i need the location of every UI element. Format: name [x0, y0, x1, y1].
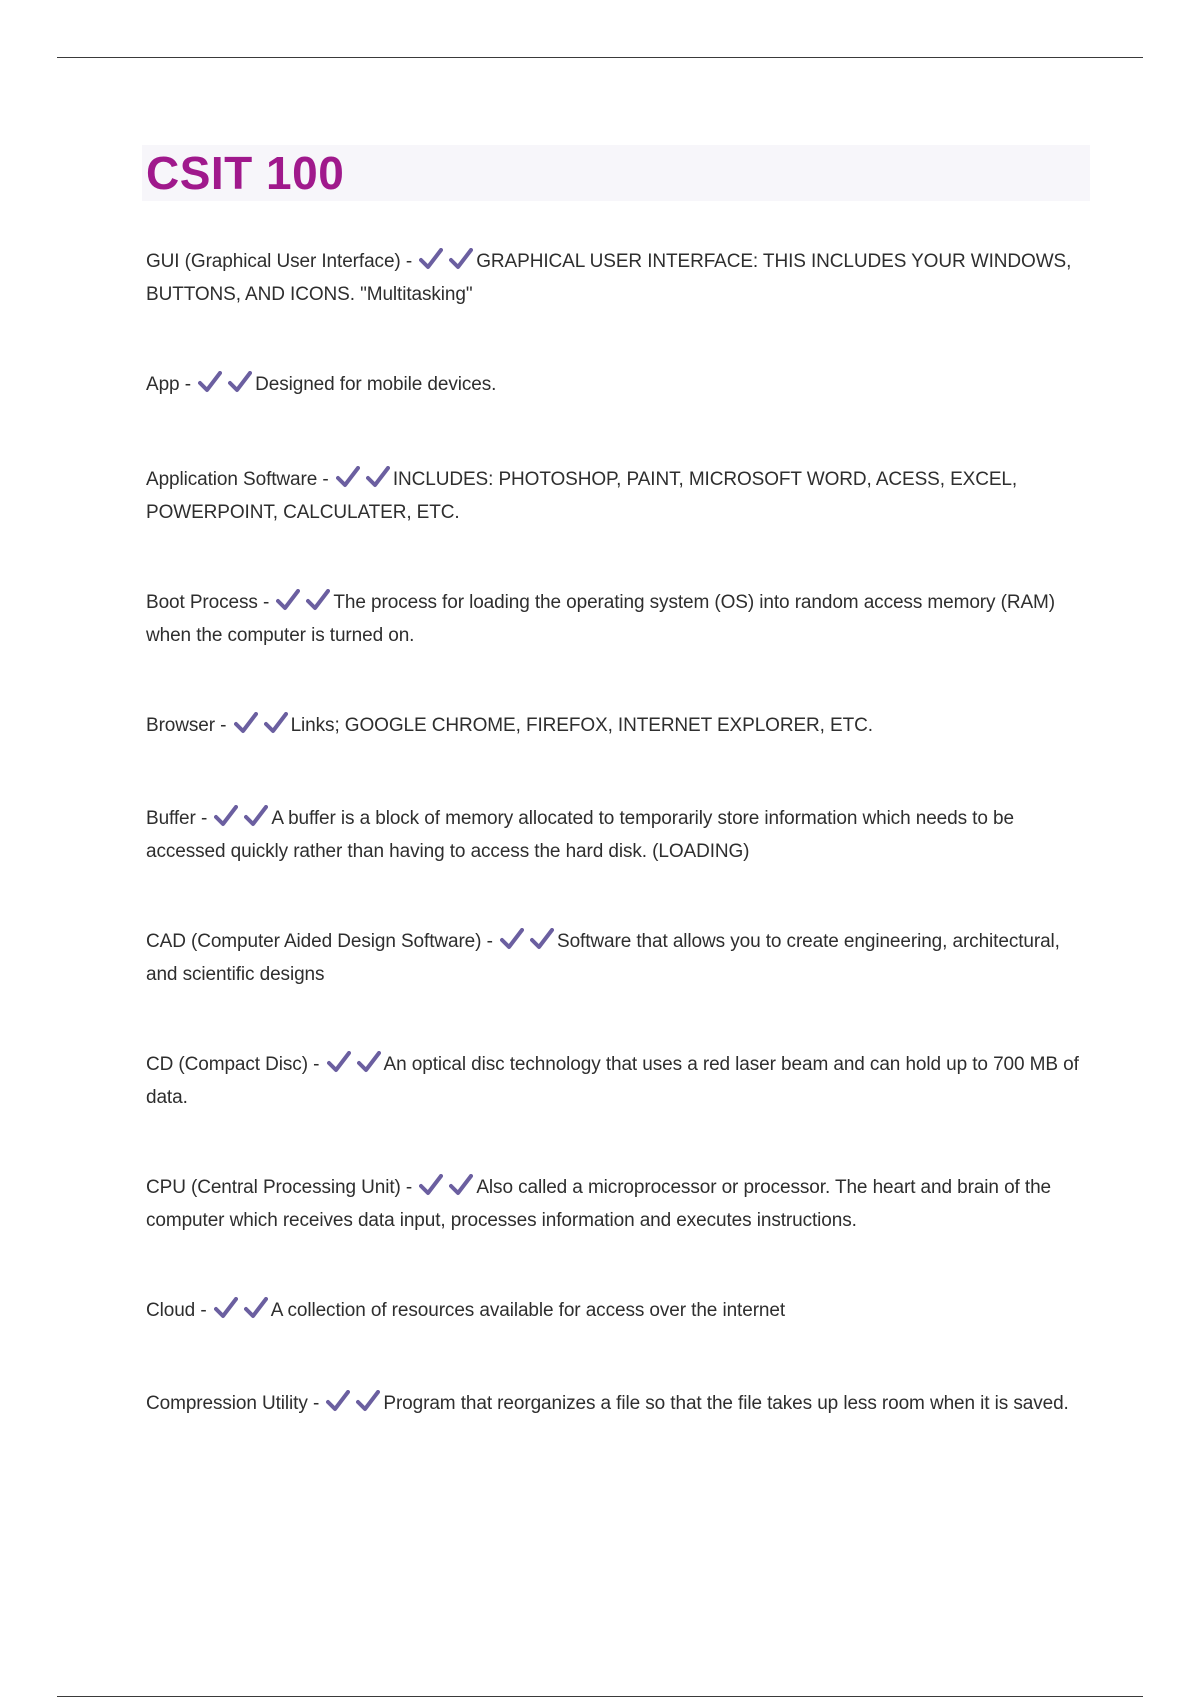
- checkmark-icon: [449, 248, 473, 270]
- list-item: [146, 370, 1094, 403]
- entry-term: Compression Utility: [146, 1393, 308, 1414]
- checkmark-icon: [306, 589, 330, 611]
- list-item: [146, 1173, 1094, 1236]
- entry-definition: Software that allows you to create engineering, architectural, and scientific designs: [146, 931, 1060, 985]
- header-rule: [57, 57, 1143, 58]
- list-item: [146, 1389, 1094, 1422]
- list-item: [146, 1296, 1094, 1329]
- entry-definition: Program that reorganizes a file so that the file takes up less room when it is saved.: [383, 1393, 1069, 1414]
- page-title: CSIT 100: [146, 147, 345, 199]
- checkmark-icon: [449, 1174, 473, 1196]
- checkmarks: [500, 928, 554, 960]
- checkmarks: [276, 589, 330, 621]
- checkmark-icon: [357, 1051, 381, 1073]
- list-item: [146, 804, 1094, 867]
- entry-separator: -: [184, 374, 191, 395]
- entry-definition: Designed for mobile devices.: [255, 374, 497, 395]
- checkmark-icon: [198, 371, 222, 393]
- entry-separator: -: [322, 469, 329, 490]
- entry-term: CPU (Central Processing Unit): [146, 1177, 401, 1198]
- entry-term: CD (Compact Disc): [146, 1054, 308, 1075]
- checkmark-icon: [264, 712, 288, 734]
- checkmarks: [198, 371, 252, 403]
- checkmark-icon: [530, 928, 554, 950]
- entry-definition: GRAPHICAL USER INTERFACE: THIS INCLUDES YOUR WINDOWS, BUTTONS, AND ICONS. "Multitasking": [146, 251, 1072, 305]
- entry-definition: INCLUDES: PHOTOSHOP, PAINT, MICROSOFT WORD, ACESS, EXCEL, POWERPOINT, CALCULATER, ETC.: [146, 469, 1018, 523]
- checkmark-icon: [419, 1174, 443, 1196]
- checkmark-icon: [419, 248, 443, 270]
- checkmark-icon: [356, 1390, 380, 1412]
- entry-term: GUI (Graphical User Interface): [146, 251, 401, 272]
- entry-definition: Links; GOOGLE CHROME, FIREFOX, INTERNET EXPLORER, ETC.: [290, 715, 873, 736]
- entry-term: Cloud: [146, 1300, 196, 1321]
- entry-definition: A collection of resources available for access over the internet: [270, 1300, 786, 1321]
- checkmarks: [214, 1297, 268, 1329]
- entry-separator: -: [200, 808, 208, 829]
- entry-separator: -: [486, 931, 493, 952]
- entry-separator: -: [313, 1054, 320, 1075]
- checkmarks: [234, 712, 288, 744]
- entry-separator: -: [405, 251, 413, 272]
- checkmark-icon: [228, 371, 252, 393]
- checkmark-icon: [214, 805, 238, 827]
- entry-separator: -: [405, 1177, 413, 1198]
- list-item: [146, 1050, 1094, 1113]
- footer-rule: [57, 1696, 1143, 1697]
- entry-separator: -: [312, 1393, 320, 1414]
- checkmarks: [419, 248, 473, 280]
- entry-term: CAD (Computer Aided Design Software): [146, 931, 482, 952]
- entry-term: Boot Process: [146, 592, 258, 613]
- checkmarks: [214, 805, 268, 837]
- checkmark-icon: [234, 712, 258, 734]
- checkmark-icon: [327, 1051, 351, 1073]
- checkmark-icon: [214, 1297, 238, 1319]
- entry-separator: -: [263, 592, 270, 613]
- checkmark-icon: [244, 1297, 268, 1319]
- checkmarks: [336, 466, 390, 498]
- entry-definition: An optical disc technology that uses a red laser beam and can hold up to 700 MB of data.: [146, 1054, 1079, 1108]
- list-item: [146, 927, 1094, 990]
- entry-term: Application Software: [146, 469, 318, 490]
- checkmarks: [327, 1051, 381, 1083]
- checkmarks: [419, 1174, 473, 1206]
- checkmark-icon: [244, 805, 268, 827]
- entry-separator: -: [200, 1300, 207, 1321]
- entry-term: Browser: [146, 715, 215, 736]
- entry-term: App: [146, 374, 180, 395]
- checkmark-icon: [500, 928, 524, 950]
- entry-definition: Also called a microprocessor or processor. The heart and brain of the computer which receives data input, processes information and executes instructions.: [146, 1177, 1052, 1231]
- entry-separator: -: [220, 715, 227, 736]
- entry-term: Buffer: [146, 808, 196, 829]
- list-item: [146, 711, 1094, 744]
- checkmark-icon: [276, 589, 300, 611]
- list-item: [146, 247, 1094, 310]
- checkmark-icon: [326, 1390, 350, 1412]
- list-item: [146, 588, 1094, 651]
- checkmark-icon: [366, 466, 390, 488]
- checkmark-icon: [336, 466, 360, 488]
- checkmarks: [326, 1390, 380, 1422]
- entry-definition: The process for loading the operating system (OS) into random access memory (RAM) when the computer is turned on.: [146, 592, 1055, 646]
- entry-definition: A buffer is a block of memory allocated to temporarily store information which needs to be accessed quickly rather than having to access the hard disk. (LOADING): [146, 808, 1014, 862]
- list-item: [146, 465, 1094, 528]
